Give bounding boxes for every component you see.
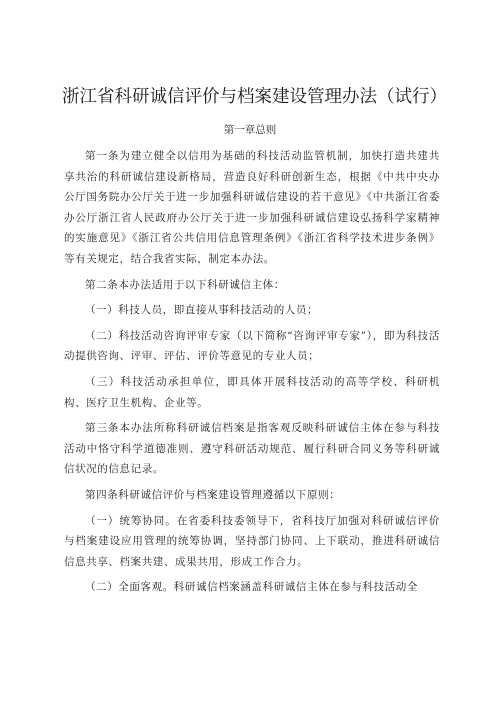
chapter-heading: 第一章总则 [223, 124, 277, 136]
paragraph-item-2: （二）科技活动咨询评审专家（以下简称“咨询评审专家”），即为科技活动提供咨询、评审、评估、评价等意见的专业人员； [64, 329, 440, 363]
paragraph-principle-1: （一）统筹协同。在省委科技委领导下，省科技厅加强对科研诚信评价与档案建设应用管理的统筹协调，坚持部门协同、上下联动，推进科研诚信信息共享、档案共建、成果共用，形成工作合力。 [64, 514, 440, 568]
paragraph-item-1: （一）科技人员，即直接从事科技活动的人员； [85, 304, 319, 317]
paragraph-article-2: 第二条本办法适用于以下科研诚信主体： [85, 278, 285, 291]
paragraph-article-1: 第一条为建立健全以信用为基础的科技活动监管机制，加快打造共建共享共治的科研诚信建设新格局，营造良好科研创新生态，根据《中共中央办公厅国务院办公厅关于进一步加强科研诚信建设的若干意见》《中共浙江省委办公厅浙江省人民政府办公厅关于进一步加强科研诚信建设弘扬科学家精神的实施意见》《浙江省公共信用信息管理条例》《浙江省科学技术进步条例》等有关规定，结合我省实际，制定本办法。 [64, 150, 440, 265]
paragraph-item-3: （三）科技活动承担单位，即具体开展科技活动的高等学校、科研机构、医疗卫生机构、企业等。 [64, 375, 440, 409]
document-title: 浙江省科研诚信评价与档案建设管理办法（试行） [62, 87, 447, 107]
paragraph-article-3: 第三条本办法所称科研诚信档案是指客观反映科研诚信主体在参与科技活动中恪守科学道德准则、遵守科研活动规范、履行科研合同义务等科研诚信状况的信息记录。 [64, 422, 440, 476]
document-body [64, 146, 440, 603]
paragraph-principle-2: （二）全面客观。科研诚信档案涵盖科研诚信主体在参与科技活动全 [85, 581, 418, 594]
paragraph-article-4: 第四条科研诚信评价与档案建设管理遵循以下原则： [85, 488, 341, 501]
